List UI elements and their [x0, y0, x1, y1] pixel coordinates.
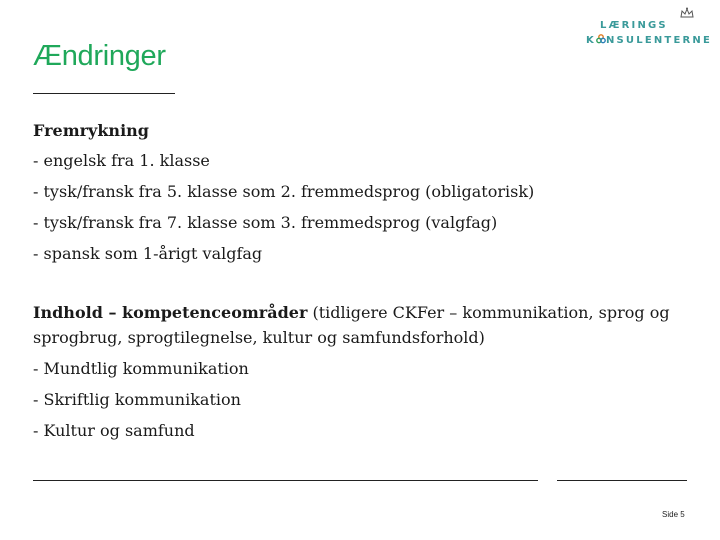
list-item: - Mundtlig kommunikation — [33, 359, 249, 378]
crown-icon — [680, 7, 694, 19]
page-number: Side 5 — [662, 510, 685, 519]
list-item: - engelsk fra 1. klasse — [33, 151, 210, 170]
slide-title: Ændringer — [33, 40, 166, 72]
list-item: - tysk/fransk fra 5. klasse som 2. fremmedsprog (obligatorisk) — [33, 182, 535, 201]
list-item: - tysk/fransk fra 7. klasse som 3. fremmedsprog (valgfag) — [33, 213, 498, 232]
section-heading-indhold: Indhold – kompetenceområder — [33, 303, 308, 322]
list-item: - Kultur og samfund — [33, 421, 195, 440]
section-note: (tidligere CKFer – kommunikation, sprog og sprogbrug, sprogtilegnelse, kultur og samfundsforhold) — [33, 303, 670, 347]
section-heading-fremrykning: Fremrykning — [33, 121, 149, 140]
footer-rule-right — [557, 480, 687, 481]
logo-text-line1: LÆRINGS — [600, 20, 668, 31]
section-paragraph-indhold — [33, 300, 673, 350]
title-underline — [33, 93, 175, 94]
list-item: - Skriftlig kommunikation — [33, 390, 241, 409]
list-item: - spansk som 1-årigt valgfag — [33, 244, 263, 263]
footer-rule-left — [33, 480, 538, 481]
logo-text-line2: K NSULENTERNE — [586, 35, 712, 46]
laeringskonsulenterne-logo — [586, 18, 712, 50]
knot-icon — [596, 34, 606, 44]
